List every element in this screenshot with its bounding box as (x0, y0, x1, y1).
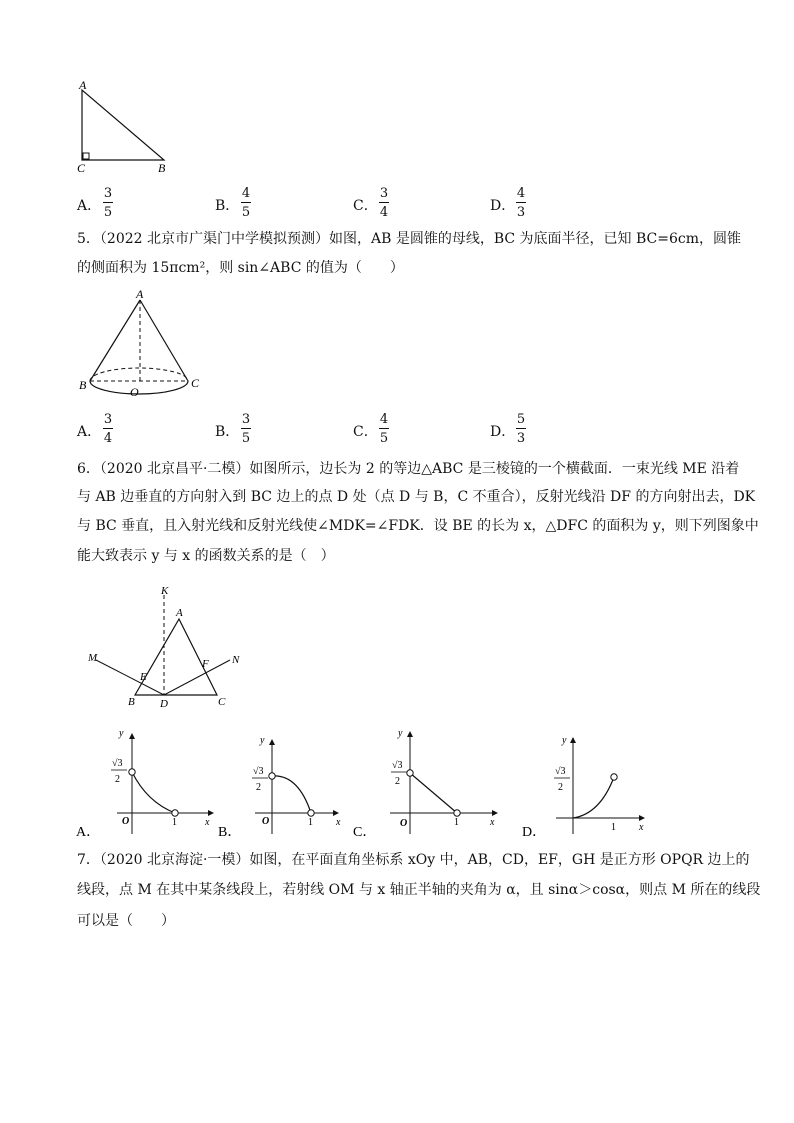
q7-text-line-3: 可以是（ ） (77, 913, 175, 929)
x-label: x (490, 817, 495, 828)
denominator: 3 (516, 205, 526, 220)
q5-text-line-1: 5．（2022 北京市广渠门中学模拟预测）如图，AB 是圆锥的母线，BC 为底面半径，已知 BC=6cm，圆锥 (77, 231, 742, 247)
one-label: 1 (172, 817, 177, 828)
graph-a (75, 726, 215, 838)
q7-text-line-2: 线段，点 M 在其中某条线段上，若射线 OM 与 x 轴正半轴的夹角为 α，且 sinα＞cosα，则点 M 所在的线段 (77, 882, 761, 898)
cone-figure (74, 286, 214, 402)
origin-label: O (262, 816, 270, 827)
q5-text-line-2: 的侧面积为 15πcm²，则 sin∠ABC 的值为（ ） (77, 260, 404, 276)
label-f: F (202, 658, 209, 670)
y-label: y (260, 735, 265, 746)
q6-text-line-2: 与 AB 边垂直的方向射入到 BC 边上的点 D 处（点 D 与 B，C 不重合），反射光线沿 DF 的方向射出去，DK (77, 489, 756, 505)
label-m: M (88, 652, 98, 664)
open-point-start (269, 773, 275, 779)
option-label: D． (490, 198, 516, 214)
cone-slant-right (140, 300, 188, 381)
option-label: A． (77, 198, 102, 214)
numerator: 3 (241, 412, 251, 427)
two-label: 2 (558, 782, 563, 793)
two-label: 2 (115, 774, 120, 785)
sqrt3-label: √3 (392, 760, 403, 771)
cone-o-label: O (130, 385, 139, 399)
y-label: y (398, 728, 403, 739)
graph-d (520, 734, 650, 838)
cone-base-front (90, 381, 188, 394)
x-label: x (336, 817, 341, 828)
option-label: C． (353, 825, 377, 838)
numerator: 5 (516, 412, 526, 427)
option-label: B． (215, 198, 240, 214)
sqrt3-label: √3 (253, 766, 264, 777)
y-label: y (119, 728, 124, 739)
numerator: 4 (379, 412, 389, 427)
label-k: K (161, 585, 169, 597)
curve (272, 776, 311, 813)
option-label: C． (353, 424, 378, 440)
graph-option-a[interactable] (75, 726, 215, 838)
label-b: B (128, 696, 135, 708)
label-e: E (140, 671, 147, 683)
curve (132, 772, 175, 813)
triangle-abc (135, 619, 217, 695)
open-point-end (611, 774, 617, 780)
curve (573, 777, 614, 818)
open-point-start (407, 770, 413, 776)
open-point-end (172, 810, 178, 816)
option-label: B． (215, 424, 240, 440)
denominator: 3 (516, 431, 526, 446)
triangle-abc (82, 90, 164, 160)
two-label: 2 (256, 782, 261, 793)
option-label: D． (490, 424, 516, 440)
vertex-c-label: C (77, 161, 86, 175)
graph-c (352, 726, 502, 838)
origin-label: O (122, 816, 130, 827)
sqrt3-label: √3 (555, 766, 566, 777)
cone-c-label: C (191, 376, 200, 390)
open-point-end (454, 810, 460, 816)
prism-figure (82, 583, 252, 713)
q6-text-line-1: 6．（2020 北京昌平·二模）如图所示，边长为 2 的等边△ABC 是三棱镜的一个横截面．一束光线 ME 沿着 (77, 461, 740, 477)
two-label: 2 (395, 776, 400, 787)
y-label: y (562, 735, 567, 746)
option-label: D． (522, 825, 547, 838)
one-label: 1 (454, 817, 459, 828)
vertex-b-label: B (158, 161, 166, 175)
numerator: 3 (103, 412, 113, 427)
graph-option-c[interactable] (352, 726, 502, 838)
label-n: N (232, 654, 240, 666)
q6-text-line-4: 能大致表示 y 与 x 的函数关系的是（ ） (77, 548, 335, 564)
incident-ray-me (96, 660, 164, 695)
graph-b (218, 734, 358, 838)
open-point-start (129, 769, 135, 775)
one-label: 1 (308, 817, 313, 828)
cone-base-back (90, 368, 188, 381)
q7-text-line-1: 7．（2020 北京海淀·一模）如图，在平面直角坐标系 xOy 中，AB，CD，EF，GH 是正方形 OPQR 边上的 (77, 852, 750, 868)
denominator: 5 (379, 431, 389, 446)
line-segment (410, 773, 457, 813)
option-label: B． (218, 825, 242, 838)
right-angle-mark (83, 153, 89, 159)
numerator: 4 (241, 186, 251, 201)
label-d: D (160, 698, 168, 710)
denominator: 5 (241, 431, 251, 446)
cone-slant-left (90, 300, 140, 381)
option-label: A． (76, 825, 101, 838)
x-label: x (639, 822, 644, 833)
numerator: 3 (379, 186, 389, 201)
denominator: 5 (103, 205, 113, 220)
open-point-end (308, 810, 314, 816)
one-label: 1 (611, 822, 616, 833)
denominator: 5 (241, 205, 251, 220)
q6-text-line-3: 与 BC 垂直，且入射光线和反射光线使∠MDK=∠FDK．设 BE 的长为 x，△DFC 的面积为 y，则下列图象中 (77, 518, 759, 534)
graph-option-b[interactable] (218, 734, 358, 838)
graph-option-d[interactable] (520, 734, 650, 838)
vertex-a-label: A (79, 78, 87, 92)
sqrt3-label: √3 (112, 758, 123, 769)
cone-b-label: B (79, 378, 87, 392)
numerator: 3 (103, 186, 113, 201)
denominator: 4 (379, 205, 389, 220)
option-label: A． (77, 424, 102, 440)
x-label: x (205, 817, 210, 828)
label-c: C (218, 696, 226, 708)
numerator: 4 (516, 186, 526, 201)
right-triangle-figure (74, 78, 174, 176)
label-a: A (176, 607, 183, 619)
cone-a-label: A (136, 287, 144, 301)
option-label: C． (353, 198, 378, 214)
reflected-ray-df (164, 660, 230, 695)
denominator: 4 (103, 431, 113, 446)
origin-label: O (400, 818, 408, 829)
